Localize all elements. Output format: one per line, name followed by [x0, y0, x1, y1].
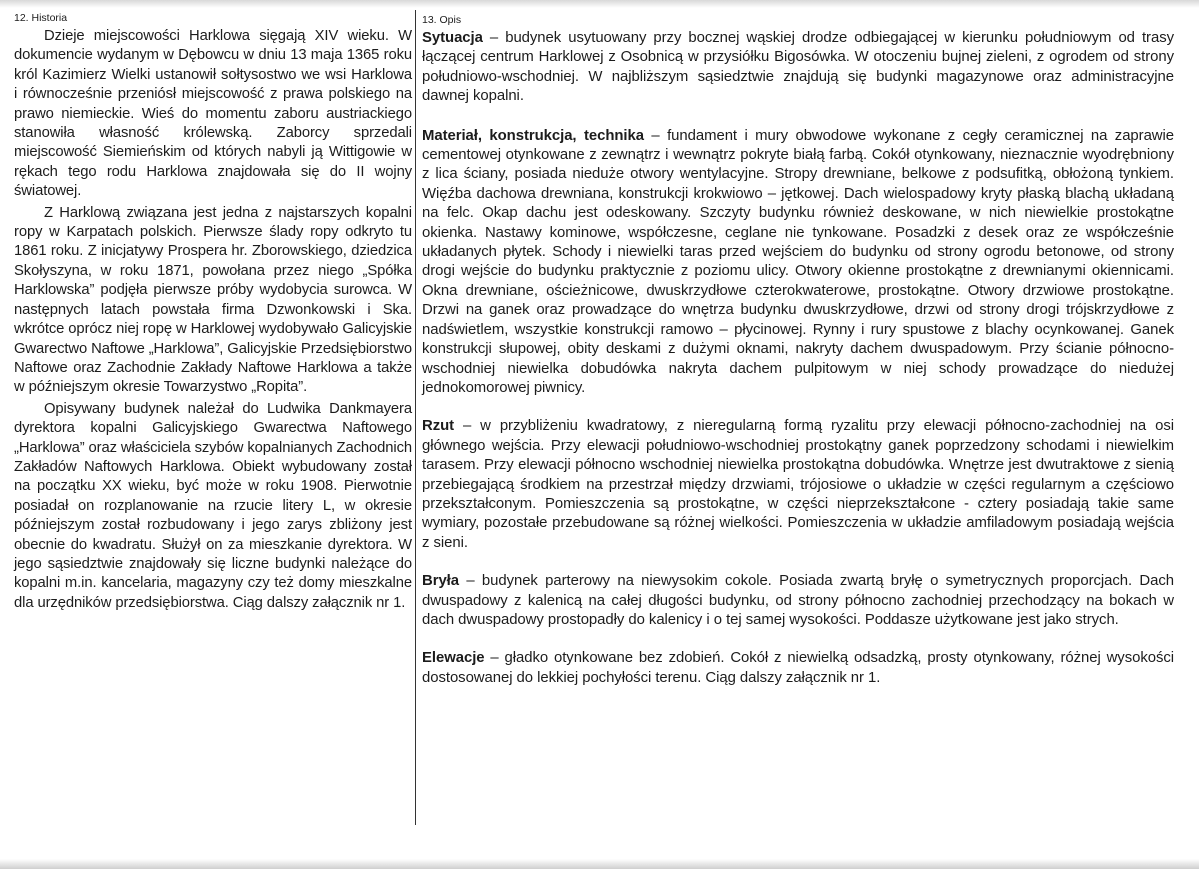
section-text: – budynek usytuowany przy bocznej wąskiej drodze odbiegającej w kierunku południowym od trasy łączącej centrum Harklowej z Osobnicą w przysiółku Bigosówka. W otoczeniu bujnej zieleni, z ogrodem od strony południowo-wschodniej. W najbliższym sąsiedztwie znajdują się budynki magazynowe oraz administracyjne dawnej kopalni.	[422, 30, 1174, 105]
scan-top-edge	[0, 0, 1199, 8]
section-material	[422, 127, 1174, 399]
historia-paragraph: Dzieje miejscowości Harklowa sięgają XIV wieku. W dokumencie wydanym w Dębowcu w dniu 13 maja 1365 roku król Kazimierz Wielki ustanowił sołtysostwo we wsi Harklowa i równocześnie przeniósł miejscowość z prawa polskiego na prawo niemieckie. Wieś do momentu zaboru austriackiego stanowiła własność królewską. Zaborcy sprzedali miejscowość Siemieńskim od których nabyli ją Wittigowie w rękach tego rodu Harklowa znajdowała się do II wojny światowej.	[14, 28, 412, 200]
section-text: – fundament i mury obwodowe wykonane z cegły ceramicznej na zaprawie cementowej otynkowane z zewnątrz i wewnątrz pokryte białą farbą. Cokół otynkowany, nieznacznie wyodrębniony z lica ściany, posiada nieduże otwory wentylacyjne. Stropy drewniane, belkowe z podsufitką, obłożoną tynkiem. Więźba dachowa drewniana, konstrukcji krokwiowo – jętkowej. Dach wielospadowy kryty płaską blachą układaną na felc. Okap dachu jest odeskowany. Szczyty budynku również deskowane, w nich niewielkie prostokątne okienka. Nastawy kominowe, współczesne, ceglane nie tynkowane. Posadzki z desek oraz ze współcześnie układanych płytek. Schody i niewielki taras przed wejściem do budynku od strony ogrodu betonowe, od strony drogi wejście do budynku praktycznie z poziomu ulicy. Otwory okienne prostokątne z drewnianymi okiennicami. Okna drewniane, ościeżnicowe, dwuskrzydłowe czterokwaterowe, prostokątne. Otwory drzwiowe prostokątne. Drzwi na ganek oraz prowadzące do wnętrza budynku dwuskrzydłowe, drzwi od strony drogi trójskrzydłowe z nadświetlem, wszystkie konstrukcji ramowo – płycinowej. Rynny i rury spustowe z blachy ocynkowanej. Ganek konstrukcji słupowej, obity deskami z dużymi oknami, nakryty dachem dwuspadowym. Przy ścianie północno-wschodniej niewielka dobudówka nakryta dachem pulpitowym w niej schody prowadzące do niedużej jednokomorowej piwnicy.	[422, 127, 1174, 396]
historia-column	[14, 12, 412, 615]
opis-label: 13. Opis	[422, 14, 462, 26]
section-rzut	[422, 417, 1174, 553]
historia-label: 12. Historia	[14, 12, 68, 24]
section-text: – w przybliżeniu kwadratowy, z nieregularną formą ryzalitu przy elewacji północno-zachodniej na osi głównego wejścia. Przy elewacji południowo-wschodniej prostokątny ganek poprzedzony schodami i niewielkim tarasem. Przy elewacji północno wschodniej niewielka prostokątna dobudówka. Wnętrze jest dwutraktowe z sienią przebiegającą środkiem na przestrzał między drzwiami, trójosiowe o układzie w części regularnym a częściowo przekształconym. Pomieszczenia są prostokątne, w części nieprzekształcone - cztery posiadają takie same wymiary, pozostałe przebudowane są różnej wielkości. Pomieszczenia w układzie amfiladowym posiadają wejścia z sieni.	[422, 418, 1174, 551]
section-heading: Sytuacja	[422, 30, 483, 46]
column-divider	[415, 10, 416, 825]
section-heading: Bryła	[422, 573, 459, 590]
historia-paragraph: Z Harklową związana jest jedna z najstarszych kopalni ropy w Karpatach polskich. Pierwsze ślady ropy odkryto tu 1861 roku. Z inicjatywy Prospera hr. Zborowskiego, dziedzica Skołyszyna, w roku 1871, powołana przez niego „Spółka Harklowska” podjęła pierwsze próby wydobycia surowca. W następnych latach powstała firma Dzwonkowski i Ska. wkrótce oprócz niej ropę w Harklowej wydobywało Galicyjskie Gwarectwo Naftowe „Harklowa”, Galicyjskie Przedsiębiorstwo Naftowe oraz Zachodnie Zakłady Naftowe Harklowa a także w późniejszym okresie Towarzystwo „Ropita”.	[14, 204, 412, 396]
scan-bottom-edge	[0, 859, 1199, 869]
section-text: – budynek parterowy na niewysokim cokole. Posiada zwartą bryłę o symetrycznych proporcjach. Dach dwuspadowy z kalenicą na całej długości budynku, od strony północno zachodniej przechodzący na bokach w dach dwuspadowy prostopadły do kalenicy i o tej samej wysokości. Poddasze użytkowane jest jako strych.	[422, 573, 1174, 628]
section-heading: Elewacje	[422, 650, 485, 667]
section-sytuacja	[422, 29, 1174, 107]
section-heading: Materiał, konstrukcja, technika	[422, 127, 644, 144]
section-bryla	[422, 572, 1174, 630]
opis-column	[422, 14, 1174, 688]
section-elewacje	[422, 649, 1174, 688]
section-heading: Rzut	[422, 418, 455, 435]
historia-paragraph: Opisywany budynek należał do Ludwika Dankmayera dyrektora kopalni Galicyjskiego Gwarectwa Naftowego „Harklowa” oraz właściciela szybów kopalnianych Zachodnich Zakładów Naftowych Harklowa. Obiekt wybudowany został na początku XX wieku, być może w roku 1908. Pierwotnie posiadał on rozplanowanie na rzucie litery L, w okresie późniejszym został rozbudowany i jego zarys zbliżony jest obecnie do kwadratu. Służył on za mieszkanie dyrektora. W jego sąsiedztwie znajdowały się liczne budynki należące do kopalni m.in. kancelaria, magazyny czy też domy mieszkalne dla urzędników przedsiębiorstwa. Ciąg dalszy załącznik nr 1.	[14, 400, 413, 611]
section-text: – gładko otynkowane bez zdobień. Cokół z niewielką odsadzką, prosty otynkowany, różnej wysokości dostosowanej do lekkiej pochyłości terenu. Ciąg dalszy załącznik nr 1.	[422, 650, 1174, 686]
